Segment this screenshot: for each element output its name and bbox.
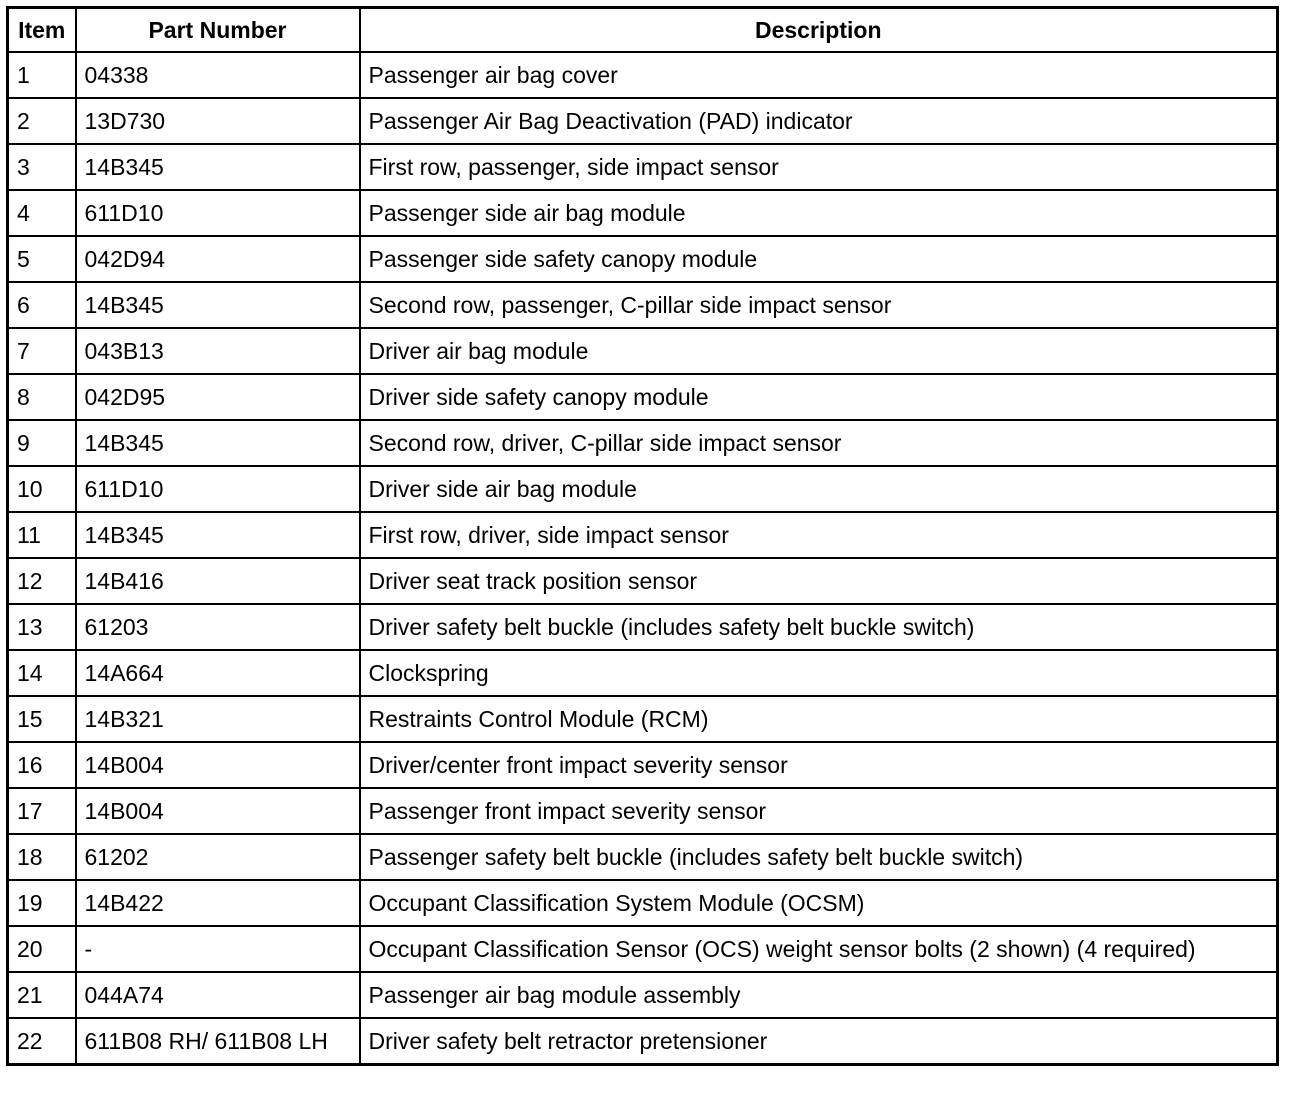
cell-description: Driver safety belt buckle (includes safety belt buckle switch) xyxy=(360,604,1278,650)
cell-description: Passenger air bag module assembly xyxy=(360,972,1278,1018)
cell-part-number: 14B345 xyxy=(76,144,360,190)
table-row xyxy=(8,972,1278,1018)
cell-item: 16 xyxy=(8,742,76,788)
cell-part-number: 611B08 RH/ 611B08 LH xyxy=(76,1018,360,1065)
cell-description: Passenger side air bag module xyxy=(360,190,1278,236)
cell-description: Passenger air bag cover xyxy=(360,52,1278,98)
cell-part-number: 044A74 xyxy=(76,972,360,1018)
cell-item: 8 xyxy=(8,374,76,420)
cell-part-number: 14A664 xyxy=(76,650,360,696)
cell-item: 18 xyxy=(8,834,76,880)
cell-part-number: 61203 xyxy=(76,604,360,650)
cell-item: 12 xyxy=(8,558,76,604)
table-row xyxy=(8,926,1278,972)
table-row xyxy=(8,696,1278,742)
table-row xyxy=(8,328,1278,374)
column-header-item: Item xyxy=(8,8,76,53)
table-row xyxy=(8,236,1278,282)
table-row xyxy=(8,558,1278,604)
cell-part-number: 14B422 xyxy=(76,880,360,926)
cell-part-number: 043B13 xyxy=(76,328,360,374)
cell-item: 15 xyxy=(8,696,76,742)
cell-description: First row, passenger, side impact sensor xyxy=(360,144,1278,190)
cell-item: 22 xyxy=(8,1018,76,1065)
table-row xyxy=(8,282,1278,328)
parts-table xyxy=(6,6,1279,1066)
cell-part-number: 14B004 xyxy=(76,788,360,834)
table-row xyxy=(8,1018,1278,1065)
table-row xyxy=(8,512,1278,558)
cell-item: 11 xyxy=(8,512,76,558)
table-row xyxy=(8,52,1278,98)
table-row xyxy=(8,466,1278,512)
cell-part-number: 042D94 xyxy=(76,236,360,282)
cell-part-number: 611D10 xyxy=(76,466,360,512)
column-header-part-number: Part Number xyxy=(76,8,360,53)
cell-item: 1 xyxy=(8,52,76,98)
cell-part-number: 14B345 xyxy=(76,282,360,328)
table-row xyxy=(8,190,1278,236)
cell-description: Second row, driver, C-pillar side impact sensor xyxy=(360,420,1278,466)
table-row xyxy=(8,742,1278,788)
cell-part-number: 14B416 xyxy=(76,558,360,604)
table-header-row xyxy=(8,8,1278,53)
table-row xyxy=(8,650,1278,696)
cell-item: 20 xyxy=(8,926,76,972)
cell-item: 13 xyxy=(8,604,76,650)
cell-part-number: 14B345 xyxy=(76,420,360,466)
cell-description: Driver air bag module xyxy=(360,328,1278,374)
table-row xyxy=(8,788,1278,834)
cell-item: 14 xyxy=(8,650,76,696)
cell-part-number: 04338 xyxy=(76,52,360,98)
cell-description: Restraints Control Module (RCM) xyxy=(360,696,1278,742)
cell-description: Driver/center front impact severity sensor xyxy=(360,742,1278,788)
table-row xyxy=(8,420,1278,466)
cell-part-number: 042D95 xyxy=(76,374,360,420)
table-row xyxy=(8,604,1278,650)
cell-item: 7 xyxy=(8,328,76,374)
cell-item: 3 xyxy=(8,144,76,190)
table-row xyxy=(8,834,1278,880)
cell-description: Driver safety belt retractor pretensioner xyxy=(360,1018,1278,1065)
cell-description: Driver seat track position sensor xyxy=(360,558,1278,604)
cell-description: Occupant Classification Sensor (OCS) weight sensor bolts (2 shown) (4 required) xyxy=(360,926,1278,972)
cell-description: Passenger front impact severity sensor xyxy=(360,788,1278,834)
cell-item: 2 xyxy=(8,98,76,144)
table-row xyxy=(8,880,1278,926)
cell-item: 10 xyxy=(8,466,76,512)
cell-description: Driver side air bag module xyxy=(360,466,1278,512)
cell-part-number: 14B004 xyxy=(76,742,360,788)
cell-part-number: 611D10 xyxy=(76,190,360,236)
cell-part-number: 13D730 xyxy=(76,98,360,144)
cell-part-number: 14B321 xyxy=(76,696,360,742)
table-row xyxy=(8,98,1278,144)
cell-item: 6 xyxy=(8,282,76,328)
column-header-description: Description xyxy=(360,8,1278,53)
cell-description: First row, driver, side impact sensor xyxy=(360,512,1278,558)
table-row xyxy=(8,144,1278,190)
cell-part-number: - xyxy=(76,926,360,972)
cell-part-number: 14B345 xyxy=(76,512,360,558)
cell-part-number: 61202 xyxy=(76,834,360,880)
cell-description: Occupant Classification System Module (OCSM) xyxy=(360,880,1278,926)
cell-item: 5 xyxy=(8,236,76,282)
cell-description: Clockspring xyxy=(360,650,1278,696)
cell-item: 19 xyxy=(8,880,76,926)
cell-item: 9 xyxy=(8,420,76,466)
cell-item: 4 xyxy=(8,190,76,236)
table-body xyxy=(8,52,1278,1065)
cell-description: Second row, passenger, C-pillar side impact sensor xyxy=(360,282,1278,328)
table-row xyxy=(8,374,1278,420)
cell-item: 17 xyxy=(8,788,76,834)
cell-description: Passenger Air Bag Deactivation (PAD) indicator xyxy=(360,98,1278,144)
cell-description: Passenger side safety canopy module xyxy=(360,236,1278,282)
cell-description: Driver side safety canopy module xyxy=(360,374,1278,420)
cell-description: Passenger safety belt buckle (includes safety belt buckle switch) xyxy=(360,834,1278,880)
cell-item: 21 xyxy=(8,972,76,1018)
